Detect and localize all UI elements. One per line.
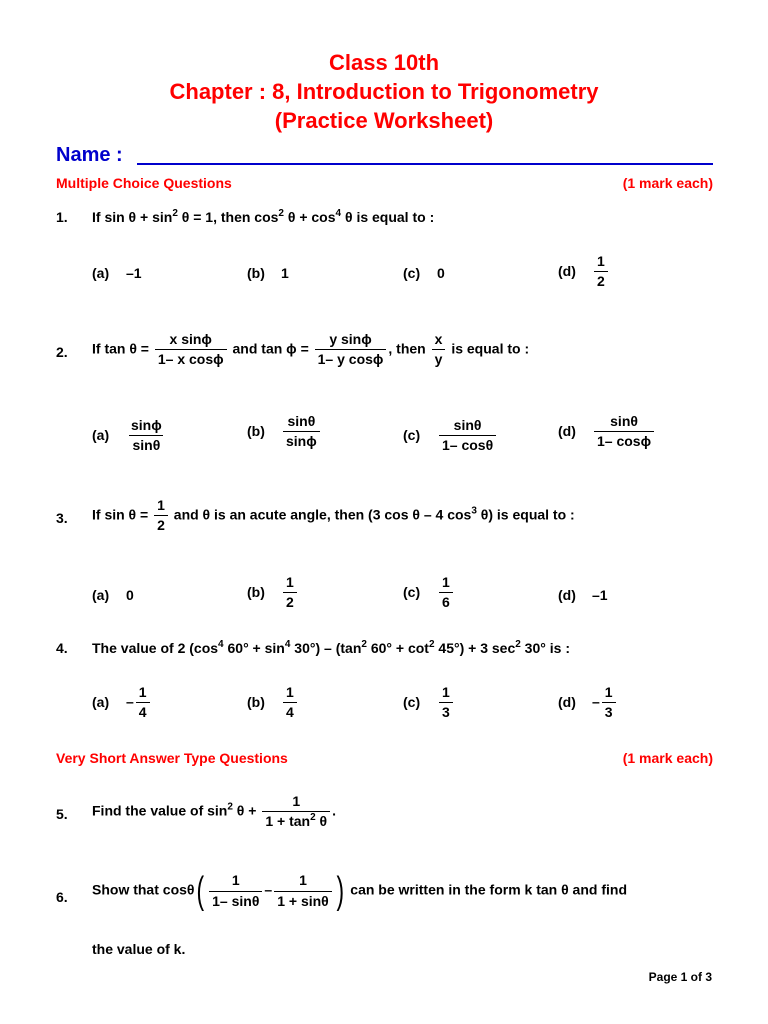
q2-option-c: (c) $\frac{\sin\theta}{1- \cos\theta}$: [403, 418, 498, 454]
section-title-vsa: Very Short Answer Type Questions: [56, 750, 288, 766]
q3-option-b: (b) $\frac{1}{2}$: [247, 575, 299, 611]
question-3-text: If sin θ = $\frac{1}{2}$ and θ is an acute angle, then (3 cos θ – 4 $\cos^3 \theta$) is equal to :: [92, 497, 575, 534]
q2-option-b: (b) $\frac{\sin\theta}{\sin\phi}$: [247, 414, 322, 450]
q4-option-b: (b) $\frac{1}{4}$: [247, 685, 299, 721]
section-title-mcq: Multiple Choice Questions: [56, 175, 232, 191]
chapter-title: Chapter : 8, Introduction to Trigonometry: [169, 79, 599, 104]
page-number: Page 1 of 3: [648, 970, 712, 984]
question-number: 6.: [56, 889, 68, 905]
worksheet-subtitle: (Practice Worksheet): [274, 108, 494, 133]
q2-option-d: (d) $\frac{\sin\theta}{1- \cos\phi}$: [558, 414, 656, 450]
question-4-text: The value of 2 ($\cos^4$ $60^\circ + \sin^4 30^\circ) - (\tan^2$ $60^\circ + \cot^2 45^\circ) + 3$ $\sec^2 30^\circ$ is :: [92, 639, 570, 656]
q4-option-d: (d) – $\frac{1}{3}$: [558, 685, 618, 721]
section-marks-vsa: (1 mark each): [622, 750, 713, 766]
worksheet-class: Class 10th: [328, 50, 440, 75]
q4-option-a: (a) – $\frac{1}{4}$: [92, 685, 152, 721]
question-number: 1.: [56, 209, 68, 225]
question-6-continuation: the value of k.: [92, 941, 186, 957]
section-marks-mcq: (1 mark each): [622, 175, 713, 191]
question-5-text: Find the value of $\sin^2 \theta$ + $\frac{1}{1 + \tan^2 \theta}$ .: [92, 793, 337, 830]
q3-option-a: (a) 0: [92, 587, 134, 603]
question-1-text: If $\sin \theta + \sin^2 \theta = 1$, then $\cos^2 \theta + \cos^4 \theta$ is equal to :: [92, 208, 435, 225]
q3-option-d: (d) –1: [558, 587, 608, 603]
q1-option-b: (b) 1: [247, 265, 289, 281]
question-2-text: If tan θ = $\frac{\text{x sinϕ}}{\text{1– x cosϕ}}$ and tan ϕ = $\frac{\text{y sinϕ}}{\text{1– y cosϕ}}$ , then $\frac{x}{y}$ is equal to :: [92, 331, 530, 368]
question-number: 3.: [56, 510, 68, 526]
question-6-text: Show that cosθ( $\frac{1}{1- \sin\theta}$ – $\frac{1}{1 + \sin\theta}$ ) can be written in the form k tan θ and find: [92, 870, 627, 912]
q2-option-a: (a) $\frac{\sin\phi}{\sin\theta}$: [92, 417, 162, 454]
question-number: 4.: [56, 640, 68, 656]
name-underline: [137, 163, 713, 165]
q1-option-a: (a) –1: [92, 265, 142, 281]
name-label: Name :: [56, 144, 123, 166]
question-number: 2.: [56, 344, 68, 360]
q4-option-c: (c) $\frac{1}{3}$: [403, 685, 455, 721]
q1-option-d: (d) $\frac{1}{2}$: [558, 254, 610, 290]
q1-option-c: (c) 0: [403, 265, 445, 281]
question-number: 5.: [56, 806, 68, 822]
q3-option-c: (c) $\frac{1}{6}$: [403, 575, 455, 611]
